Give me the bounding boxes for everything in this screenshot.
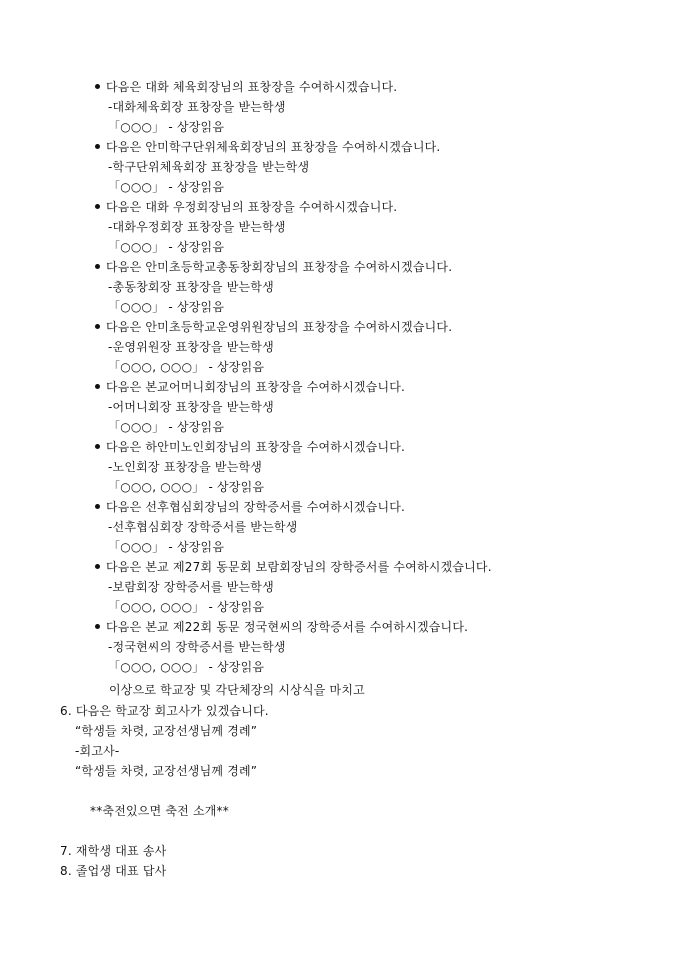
award-title — [95, 377, 405, 397]
award-recipient-names: 「○○○」 - 상장읽음 — [108, 120, 225, 134]
award-recipient-label: -정국현씨의 장학증서를 받는학생 — [108, 640, 286, 654]
bullet-icon — [95, 444, 100, 449]
bullet-icon — [95, 264, 100, 269]
award-recipient-names: 「○○○, ○○○」 - 상장읽음 — [108, 600, 265, 614]
section-6-note: **축전있으면 축전 소개** — [90, 804, 229, 818]
award-recipient-names: 「○○○」 - 상장읽음 — [108, 420, 225, 434]
award-title — [95, 137, 440, 157]
section-7-heading: 7. 재학생 대표 송사 — [60, 844, 167, 858]
bullet-icon — [95, 324, 100, 329]
award-recipient-label: -보람회장 장학증서를 받는학생 — [108, 580, 274, 594]
award-title-text: 다음은 안미초등학교운영위원장님의 표창장을 수여하시겠습니다. — [106, 320, 453, 334]
bullet-icon — [95, 384, 100, 389]
award-title-text: 다음은 안미초등학교총동창회장님의 표창장을 수여하시겠습니다. — [106, 260, 453, 274]
award-title — [95, 617, 468, 637]
award-title-text: 다음은 본교 제27회 동문회 보람회장님의 장학증서를 수여하시겠습니다. — [106, 560, 492, 574]
award-recipient-names: 「○○○, ○○○」 - 상장읽음 — [108, 360, 265, 374]
award-recipient-names: 「○○○, ○○○」 - 상장읽음 — [108, 480, 265, 494]
award-recipient-names: 「○○○」 - 상장읽음 — [108, 240, 225, 254]
section-6-quote-2: “학생들 차렷, 교장선생님께 경례” — [75, 764, 258, 778]
award-title-text: 다음은 선후협심회장님의 장학증서를 수여하시겠습니다. — [106, 500, 406, 514]
award-title — [95, 497, 405, 517]
section-6-speech: -회고사- — [75, 744, 120, 758]
award-title-text: 다음은 대화 체육회장님의 표창장을 수여하시겠습니다. — [106, 80, 398, 94]
bullet-icon — [95, 84, 100, 89]
award-recipient-label: -대화체육회장 표창장을 받는학생 — [108, 100, 286, 114]
bullet-icon — [95, 624, 100, 629]
award-recipient-names: 「○○○」 - 상장읽음 — [108, 540, 225, 554]
section-6-quote-1: “학생들 차렷, 교장선생님께 경례” — [75, 724, 258, 738]
award-recipient-label: -선후협심회장 장학증서를 받는학생 — [108, 520, 298, 534]
award-title-text: 다음은 하안미노인회장님의 표창장을 수여하시겠습니다. — [106, 440, 406, 454]
award-recipient-label: -학구단위체육회장 표창장을 받는학생 — [108, 160, 310, 174]
award-title-text: 다음은 본교 제22회 동문 정국현씨의 장학증서를 수여하시겠습니다. — [106, 620, 469, 634]
closing-text: 이상으로 학교장 및 각단체장의 시상식을 마치고 — [109, 683, 365, 697]
award-recipient-names: 「○○○」 - 상장읽음 — [108, 180, 225, 194]
award-title — [95, 317, 452, 337]
award-recipient-label: -운영위원장 표창장을 받는학생 — [108, 340, 274, 354]
award-title — [95, 257, 452, 277]
award-recipient-label: -대화우정회장 표창장을 받는학생 — [108, 220, 286, 234]
award-title — [95, 77, 397, 97]
award-title — [95, 557, 492, 577]
section-8-heading: 8. 졸업생 대표 답사 — [60, 864, 167, 878]
section-6-heading: 6. 다음은 학교장 회고사가 있겠습니다. — [60, 704, 269, 718]
award-recipient-label: -어머니회장 표창장을 받는학생 — [108, 400, 274, 414]
bullet-icon — [95, 564, 100, 569]
award-title-text: 다음은 대화 우정회장님의 표창장을 수여하시겠습니다. — [106, 200, 398, 214]
bullet-icon — [95, 504, 100, 509]
bullet-icon — [95, 204, 100, 209]
award-recipient-label: -노인회장 표창장을 받는학생 — [108, 460, 263, 474]
award-title-text: 다음은 안미학구단위체육회장님의 표창장을 수여하시겠습니다. — [106, 140, 441, 154]
award-title — [95, 197, 397, 217]
award-title-text: 다음은 본교어머니회장님의 표창장을 수여하시겠습니다. — [106, 380, 406, 394]
bullet-icon — [95, 144, 100, 149]
award-recipient-label: -총동창회장 표창장을 받는학생 — [108, 280, 274, 294]
award-recipient-names: 「○○○」 - 상장읽음 — [108, 300, 225, 314]
award-title — [95, 437, 405, 457]
award-recipient-names: 「○○○, ○○○」 - 상장읽음 — [108, 660, 265, 674]
